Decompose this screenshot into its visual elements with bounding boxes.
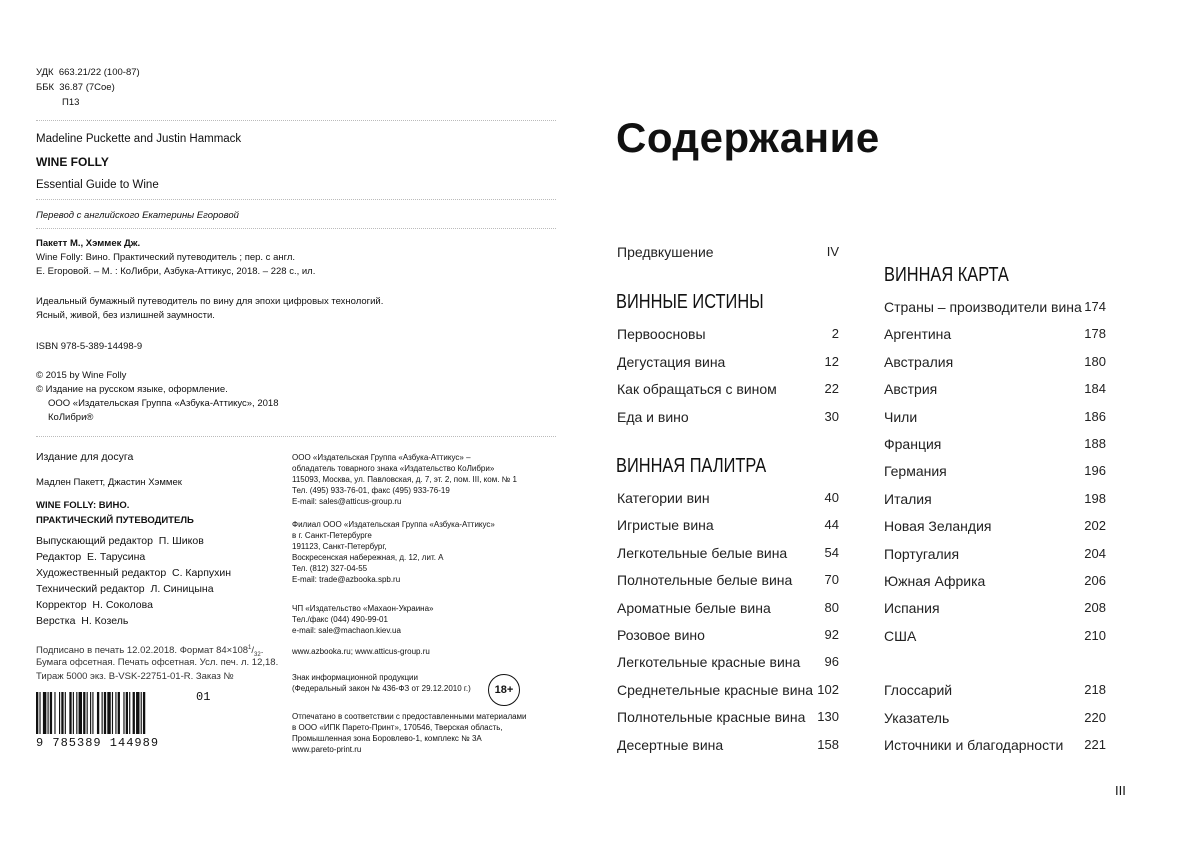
toc-item-page: 158	[817, 736, 839, 752]
toc-item-page: 220	[1084, 709, 1106, 725]
toc-item-page: 202	[1084, 518, 1106, 534]
annotation-line: Ясный, живой, без излишней заумности.	[36, 310, 215, 321]
toc-item-page: 102	[817, 681, 839, 697]
toc-item-label: Как обращаться с вином	[617, 381, 777, 397]
toc-item[interactable]	[617, 737, 839, 753]
toc-item-label: Указатель	[884, 709, 950, 726]
authors-en: Madeline Puckette and Justin Hammack	[36, 133, 242, 145]
toc-item[interactable]	[884, 600, 1106, 616]
barcode-bar	[107, 692, 110, 734]
toc-item[interactable]	[884, 381, 1106, 397]
toc-item-label: Австралия	[884, 353, 954, 370]
toc-item-page: 30	[824, 408, 839, 424]
toc-item-page: 188	[1084, 436, 1106, 451]
toc-item-page: 22	[824, 381, 839, 396]
barcode-bar	[61, 692, 63, 734]
toc-item-page: 2	[831, 326, 839, 341]
toc-item[interactable]	[617, 517, 839, 533]
copyright-line: © Издание на русском языке, оформление.	[36, 384, 228, 395]
toc-item-label: Игристые вина	[617, 517, 714, 534]
credit-row: Верстка Н. Козель	[36, 615, 129, 627]
toc-item-page: 174	[1084, 299, 1106, 314]
authors-ru: Мадлен Пакетт, Джастин Хэммек	[36, 477, 182, 488]
barcode-bar	[92, 692, 93, 734]
toc-item-page: 44	[824, 517, 839, 533]
toc-item-page: 96	[824, 654, 839, 670]
barcode-bar	[50, 692, 52, 734]
toc-item[interactable]	[617, 627, 839, 643]
toc-item-page: 221	[1084, 737, 1106, 752]
credit-row: Художественный редактор С. Карпухин	[36, 567, 232, 579]
toc-item-page: 12	[824, 353, 839, 369]
barcode-bar	[39, 692, 40, 734]
barcode-bar	[87, 692, 88, 734]
toc-item[interactable]	[884, 573, 1106, 589]
print-info: Бумага офсетная. Печать офсетная. Усл. печ. л. 12,18.	[36, 657, 279, 668]
bbk-line: ББК 36.87 (7Сое)	[36, 82, 115, 93]
barcode-bar	[126, 692, 128, 734]
toc-item[interactable]	[884, 710, 1106, 726]
biblio-authors: Пакетт М., Хэммек Дж.	[36, 238, 141, 249]
barcode-bar	[54, 692, 55, 734]
toc-item[interactable]	[884, 463, 1106, 479]
toc-item[interactable]	[884, 436, 1106, 452]
branch-block: Филиал ООО «Издательская Группа «Азбука-Аттикус» в г. Санкт-Петербурге 191123, Санкт-Петербург, Воскресенская набережная, д. 12, лит. А Тел. (812) 327-04-55 E-mail: trade@azbooka.spb.ru	[292, 520, 495, 584]
copyright-line: ООО «Издательская Группа «Азбука-Аттикус», 2018	[48, 398, 279, 409]
barcode-bar	[73, 692, 74, 734]
barcode-bar	[79, 692, 82, 734]
toc-item[interactable]	[884, 299, 1106, 315]
toc-item[interactable]	[617, 490, 839, 506]
barcode-bar	[59, 692, 60, 734]
toc-item[interactable]	[617, 354, 839, 370]
print-info: Подписано в печать 12.02.2018. Формат $84\times 108^1/_{32}$.	[36, 645, 264, 659]
toc-item-label: Аргентина	[884, 326, 952, 343]
toc-item-label: Австрия	[884, 381, 938, 398]
toc-item-page: 204	[1084, 545, 1106, 561]
page-number: III	[1115, 783, 1126, 798]
isbn-barcode	[36, 692, 186, 734]
toc-item-label: Чили	[884, 408, 918, 425]
age-rating-badge: 18+	[488, 674, 520, 706]
barcode-bar	[90, 692, 91, 734]
edition-type: Издание для досуга	[36, 451, 134, 463]
toc-item-label: Легкотельные красные вина	[617, 654, 801, 671]
barcode-bar	[123, 692, 124, 734]
toc-item-label: Десертные вина	[617, 736, 724, 753]
toc-item-page: 54	[824, 544, 839, 560]
toc-item-page: 178	[1084, 326, 1106, 342]
toc-item-page: 206	[1084, 573, 1106, 588]
section-heading: ВИННЫЕ ИСТИНЫ	[616, 291, 764, 313]
subtitle-en: Essential Guide to Wine	[36, 179, 159, 191]
toc-item-label: Розовое вино	[617, 627, 705, 643]
toc-item-label: Среднетельные красные вина	[617, 681, 814, 698]
toc-item-label: Полнотельные белые вина	[617, 572, 793, 589]
toc-item[interactable]	[617, 572, 839, 588]
toc-item[interactable]	[884, 737, 1106, 753]
isbn: ISBN 978-5-389-14498-9	[36, 341, 143, 352]
biblio-line: Е. Егоровой. – М. : КоЛибри, Азбука-Аттикус, 2018. – 228 с., ил.	[36, 266, 316, 277]
barcode-bar	[115, 692, 116, 734]
ukraine-block: ЧП «Издательство «Махаон-Украина» Тел./факс (044) 490-99-01 e-mail: sale@machaon.kiev.ua	[292, 604, 434, 635]
toc-item-label: Новая Зеландия	[884, 518, 992, 535]
toc-item[interactable]	[617, 682, 839, 698]
toc-item-page: 198	[1084, 490, 1106, 506]
barcode-bar	[141, 692, 142, 734]
toc-item-label: Страны – производители вина	[884, 299, 1082, 315]
section-heading: ВИННАЯ ПАЛИТРА	[616, 455, 767, 477]
barcode-bar	[76, 692, 77, 734]
toc-item-page: 130	[817, 709, 839, 725]
toc-item-label: Категории вин	[617, 490, 710, 506]
toc-item[interactable]: Предвкушение IV	[617, 244, 839, 260]
biblio-line: Wine Folly: Вино. Практический путеводитель ; пер. с англ.	[36, 252, 296, 263]
barcode-bar	[102, 692, 103, 734]
toc-item-label: Франция	[884, 436, 942, 452]
credit-row: Корректор Н. Соколова	[36, 599, 153, 611]
author-code: П13	[62, 97, 80, 108]
print-info: Тираж 5000 экз. B-VSK-22751-01-R. Заказ №	[36, 671, 234, 682]
toc-item-label: Дегустация вина	[617, 353, 726, 370]
section-heading: ВИННАЯ КАРТА	[884, 264, 1009, 286]
toc-item[interactable]	[884, 628, 1106, 644]
barcode-bar	[69, 692, 71, 734]
title-ru: ПРАКТИЧЕСКИЙ ПУТЕВОДИТЕЛЬ	[36, 515, 194, 526]
barcode-bar	[143, 692, 145, 734]
title-en: WINE FOLLY	[36, 155, 109, 169]
credit-row: Выпускающий редактор П. Шиков	[36, 535, 204, 547]
barcode-bar	[112, 692, 113, 734]
barcode-bar	[104, 692, 106, 734]
toc-item-label: Еда и вино	[617, 408, 689, 425]
barcode-addon-digits: 01	[196, 690, 211, 704]
copyright-line: © 2015 by Wine Folly	[36, 370, 127, 381]
divider	[36, 120, 556, 121]
toc-item[interactable]	[884, 682, 1106, 698]
toc-item-label: Полнотельные красные вина	[617, 709, 806, 726]
toc-item-label: Южная Африка	[884, 573, 986, 589]
toc-item-label: Ароматные белые вина	[617, 599, 771, 616]
publisher-block: ООО «Издательская Группа «Азбука-Аттикус» – обладатель товарного знака «Издательство КоЛибри» 115093, Москва, ул. Павловская, д. 7, эт. 2, пом. III, ком. № 1 Тел. (495) 933-76-01, факс (495) 933-76-19 E-mail: sales@atticus-group.ru	[292, 453, 517, 506]
copyright-line: КоЛибри®	[48, 412, 94, 423]
toc-item-page: 208	[1084, 600, 1106, 616]
toc-item-label: Италия	[884, 490, 932, 507]
toc-item-label: Португалия	[884, 545, 960, 562]
barcode-bar	[65, 692, 66, 734]
toc-item[interactable]	[884, 491, 1106, 507]
toc-item[interactable]	[617, 381, 839, 397]
annotation-line: Идеальный бумажный путеводитель по вину для эпохи цифровых технологий.	[36, 296, 384, 307]
toc-item[interactable]	[617, 600, 839, 616]
toc-item[interactable]	[617, 409, 839, 425]
translation-credit: Перевод с английского Екатерины Егоровой	[36, 210, 239, 221]
toc-item-page: 70	[824, 572, 839, 588]
toc-item[interactable]	[884, 518, 1106, 534]
toc-item-page: 40	[824, 490, 839, 505]
toc-item-label: Источники и благодарности	[884, 737, 1064, 753]
website-links[interactable]: www.azbooka.ru; www.atticus-group.ru	[292, 647, 430, 656]
toc-item[interactable]	[617, 709, 839, 725]
toc-item[interactable]	[884, 354, 1106, 370]
toc-item-page: 210	[1084, 627, 1106, 643]
divider	[36, 436, 556, 437]
credits-list	[36, 533, 231, 629]
barcode-bar	[97, 692, 99, 734]
toc-item-label: Германия	[884, 463, 947, 480]
barcode-bar	[136, 692, 139, 734]
credit-row: Редактор Е. Тарусина	[36, 551, 146, 563]
toc-item-page: 184	[1084, 381, 1106, 397]
info-sign: Знак информационной продукции (Федеральный закон № 436-ФЗ от 29.12.2010 г.)	[292, 673, 471, 693]
toc-item-label: Испания	[884, 600, 940, 617]
toc-item-label: Легкотельные белые вина	[617, 544, 788, 561]
toc-item[interactable]	[617, 654, 839, 670]
divider	[36, 228, 556, 229]
credit-row: Технический редактор Л. Синицына	[36, 583, 214, 595]
toc-item-label: Глоссарий	[884, 682, 953, 698]
barcode-bar	[129, 692, 130, 734]
toc-item[interactable]	[884, 546, 1106, 562]
toc-item-page: 196	[1084, 463, 1106, 479]
barcode-bar	[36, 692, 38, 734]
barcode-bar	[118, 692, 120, 734]
toc-item-page: 186	[1084, 408, 1106, 424]
toc-item-label: США	[884, 627, 917, 644]
toc-item[interactable]	[617, 545, 839, 561]
barcode-bar	[83, 692, 85, 734]
toc-item-page: 180	[1084, 353, 1106, 369]
toc-item-page: 92	[824, 627, 839, 642]
printer-block: Отпечатано в соответствии с предоставленными материалами в ООО «ИПК Парето-Принт», 170546, Тверская область, Промышленная зона Боровлево-1, комплекс № 3А www.pareto-print.ru	[292, 712, 527, 754]
toc-item[interactable]	[617, 326, 839, 342]
toc-item[interactable]	[884, 326, 1106, 342]
toc-item-page: 80	[824, 599, 839, 615]
toc-item[interactable]	[884, 409, 1106, 425]
barcode-bar	[133, 692, 135, 734]
divider	[36, 199, 556, 200]
page-title: Содержание	[616, 114, 880, 161]
toc-item-label: Первоосновы	[617, 326, 706, 342]
barcode-digits: 9 785389 144989	[36, 736, 160, 750]
title-ru: WINE FOLLY: ВИНО.	[36, 500, 130, 511]
toc-item-page: 218	[1084, 682, 1106, 697]
barcode-bar	[48, 692, 49, 734]
barcode-bar	[43, 692, 46, 734]
udk-line: УДК 663.21/22 (100-87)	[36, 67, 140, 78]
